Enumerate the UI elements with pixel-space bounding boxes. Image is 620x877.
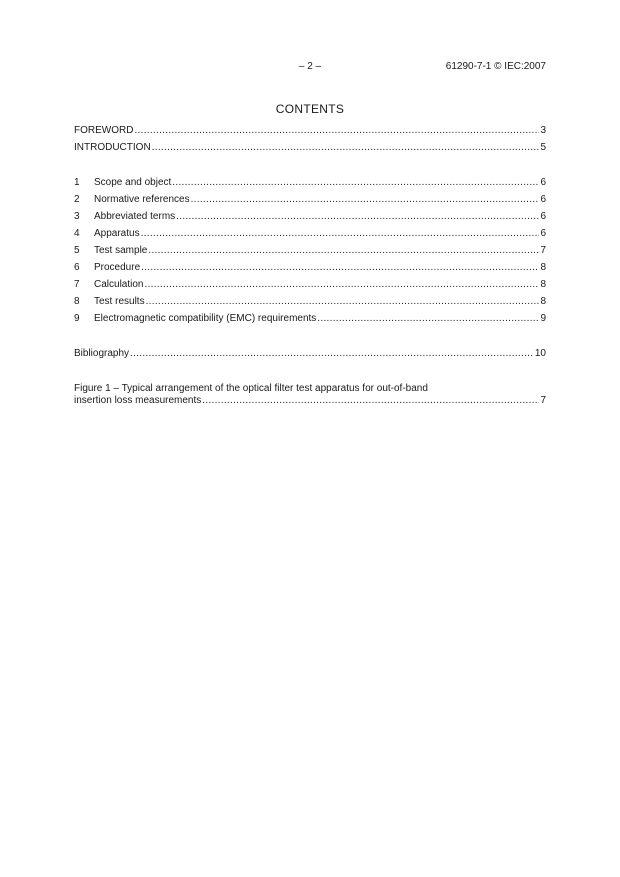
toc-entry-page: 8 [540,262,546,273]
toc-entry-label: Bibliography [74,348,130,359]
toc-entry-page: 7 [540,395,546,406]
toc-entry-page: 6 [540,211,546,222]
dot-leader [144,279,539,290]
toc-entry-label: Electromagnetic compatibility (EMC) requirements [94,313,317,324]
clause-number: 2 [74,194,80,205]
toc-entry-bibliography[interactable] [74,348,546,365]
toc-entry-label: Test results [94,296,145,307]
dot-leader [152,142,540,153]
clause-number: 7 [74,279,80,290]
toc-entry-clause[interactable] [74,279,546,296]
toc-entry-clause[interactable] [74,194,546,211]
toc-entry-label: INTRODUCTION [74,142,151,153]
dot-leader [130,348,534,359]
dot-leader [202,395,539,407]
dot-leader [191,194,540,205]
toc-back-matter [74,348,546,365]
page-number: – 2 – [298,61,322,72]
dot-leader [134,125,539,136]
toc-entry-page: 6 [540,177,546,188]
toc-entry-page: 8 [540,296,546,307]
toc-entry-clause[interactable] [74,313,546,330]
figure-caption-line-2-row [74,395,546,407]
dot-leader [141,228,540,239]
figure-caption-line-1: Figure 1 – Typical arrangement of the optical filter test apparatus for out-of-band [74,383,428,394]
toc-entry-label: Normative references [94,194,190,205]
toc-entry-page: 6 [540,228,546,239]
toc-entry-clause[interactable] [74,228,546,245]
dot-leader [141,262,539,273]
clause-number: 1 [74,177,80,188]
toc-entry-clause[interactable] [74,177,546,194]
toc-entry-label: Apparatus [94,228,140,239]
document-reference: 61290-7-1 © IEC:2007 [445,61,546,72]
toc-entry-page: 3 [540,125,546,136]
toc-entry-page: 5 [540,142,546,153]
toc-entry-label: Test sample [94,245,148,256]
toc-entry-page: 7 [540,245,546,256]
toc-entry-clause[interactable] [74,211,546,228]
dot-leader [172,177,539,188]
toc-entry-clause[interactable] [74,296,546,313]
toc-entry-label: Scope and object [94,177,172,188]
contents-title: CONTENTS [275,102,345,116]
clause-number: 8 [74,296,80,307]
clause-number: 3 [74,211,80,222]
toc-entry-page: 6 [540,194,546,205]
toc-entry-foreword[interactable] [74,125,546,142]
toc-clauses [74,177,546,330]
toc-entry-label: Procedure [94,262,141,273]
clause-number: 9 [74,313,80,324]
toc-front-matter [74,125,546,159]
toc-entry-figure[interactable] [74,383,546,407]
toc-entry-label: FOREWORD [74,125,134,136]
toc-entry-introduction[interactable] [74,142,546,159]
toc-entry-page: 10 [534,348,546,359]
toc-entry-page: 8 [540,279,546,290]
dot-leader [176,211,539,222]
dot-leader [317,313,539,324]
clause-number: 6 [74,262,80,273]
toc-entry-page: 9 [540,313,546,324]
dot-leader [146,296,540,307]
toc-entry-clause[interactable] [74,245,546,262]
clause-number: 5 [74,245,80,256]
figure-caption-line-2: insertion loss measurements [74,395,202,406]
toc-entry-label: Abbreviated terms [94,211,176,222]
toc-entry-clause[interactable] [74,262,546,279]
clause-number: 4 [74,228,80,239]
dot-leader [148,245,539,256]
toc-figures [74,383,546,407]
toc-entry-label: Calculation [94,279,144,290]
